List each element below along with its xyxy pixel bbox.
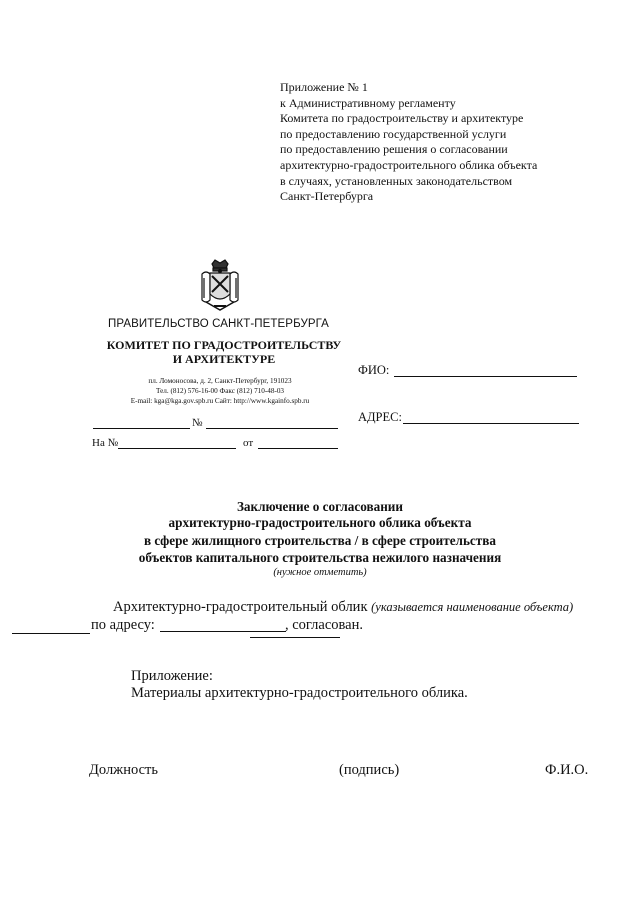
object-name-blank (12, 633, 90, 634)
postal-address: пл. Ломоносова, д. 2, Санкт-Петербург, 191023 (148, 377, 292, 385)
appendix-line: по предоставлению решения о согласовании (280, 142, 508, 157)
committee-line: КОМИТЕТ ПО ГРАДОСТРОИТЕЛЬСТВУ (106, 338, 342, 352)
object-address-blank (160, 631, 286, 632)
object-name-blank-right (250, 637, 340, 638)
address-label-body: по адресу: (91, 617, 155, 633)
signature-sign: (подпись) (339, 762, 400, 778)
appendix-line: по предоставлению государственной услуги (280, 126, 507, 141)
body-line1 (113, 599, 573, 616)
appendix-line: архитектурно-градостроительного облика объекта (280, 157, 538, 172)
address-blank (403, 423, 579, 424)
st-petersburg-coat-of-arms-icon (198, 258, 242, 314)
in-reply-label: На № (92, 437, 119, 449)
appendix-header (280, 80, 537, 205)
object-name-note: (указывается наименование объекта) (371, 600, 574, 614)
in-reply-date-blank (258, 448, 338, 449)
document-title: Заключение о согласовании (236, 499, 404, 514)
committee-name (90, 338, 358, 366)
document-title-line: архитектурно-градостроительного облика объекта (168, 515, 472, 530)
committee-line: И АРХИТЕКТУРЕ (172, 352, 276, 366)
body-object-text: Архитектурно-градостроительный облик (113, 599, 368, 615)
number-sign: № (192, 417, 203, 429)
title-note: (нужное отметить) (273, 567, 367, 578)
address-label: АДРЕС: (358, 410, 402, 424)
appendix-line: в случаях, установленных законодательством (280, 173, 513, 188)
appendix-line: Комитета по градостроительству и архитектуре (280, 111, 524, 126)
appendix-line: Санкт-Петербурга (280, 189, 374, 204)
document-title-line: объектов капитального строительства нежилого назначения (138, 550, 502, 565)
attachment-label: Приложение: (131, 668, 213, 684)
email-site: E-mail: kga@kga.gov.spb.ru Сайт: http://www.kgainfo.spb.ru (130, 397, 310, 405)
attachment-text: Материалы архитектурно-градостроительного облика. (131, 685, 468, 701)
contact-details (70, 376, 370, 406)
signature-name: Ф.И.О. (545, 762, 589, 778)
fio-label: ФИО: (358, 363, 390, 377)
from-label: от (243, 437, 254, 449)
agreed-text: , согласован. (285, 617, 363, 633)
appendix-line: Приложение № 1 (280, 80, 368, 94)
phone-fax: Тел. (812) 576-16-00 Факс (812) 710-48-03 (155, 387, 285, 395)
signature-position: Должность (89, 762, 158, 778)
reg-number-blank (206, 428, 338, 429)
fio-blank (394, 376, 577, 377)
document-title-line: в сфере жилищного строительства / в сфере строительства (144, 533, 496, 548)
in-reply-number-blank (118, 448, 236, 449)
reg-date-blank (93, 428, 190, 429)
appendix-line: к Административному регламенту (280, 95, 456, 110)
government-name: ПРАВИТЕЛЬСТВО САНКТ-ПЕТЕРБУРГА (108, 318, 329, 330)
